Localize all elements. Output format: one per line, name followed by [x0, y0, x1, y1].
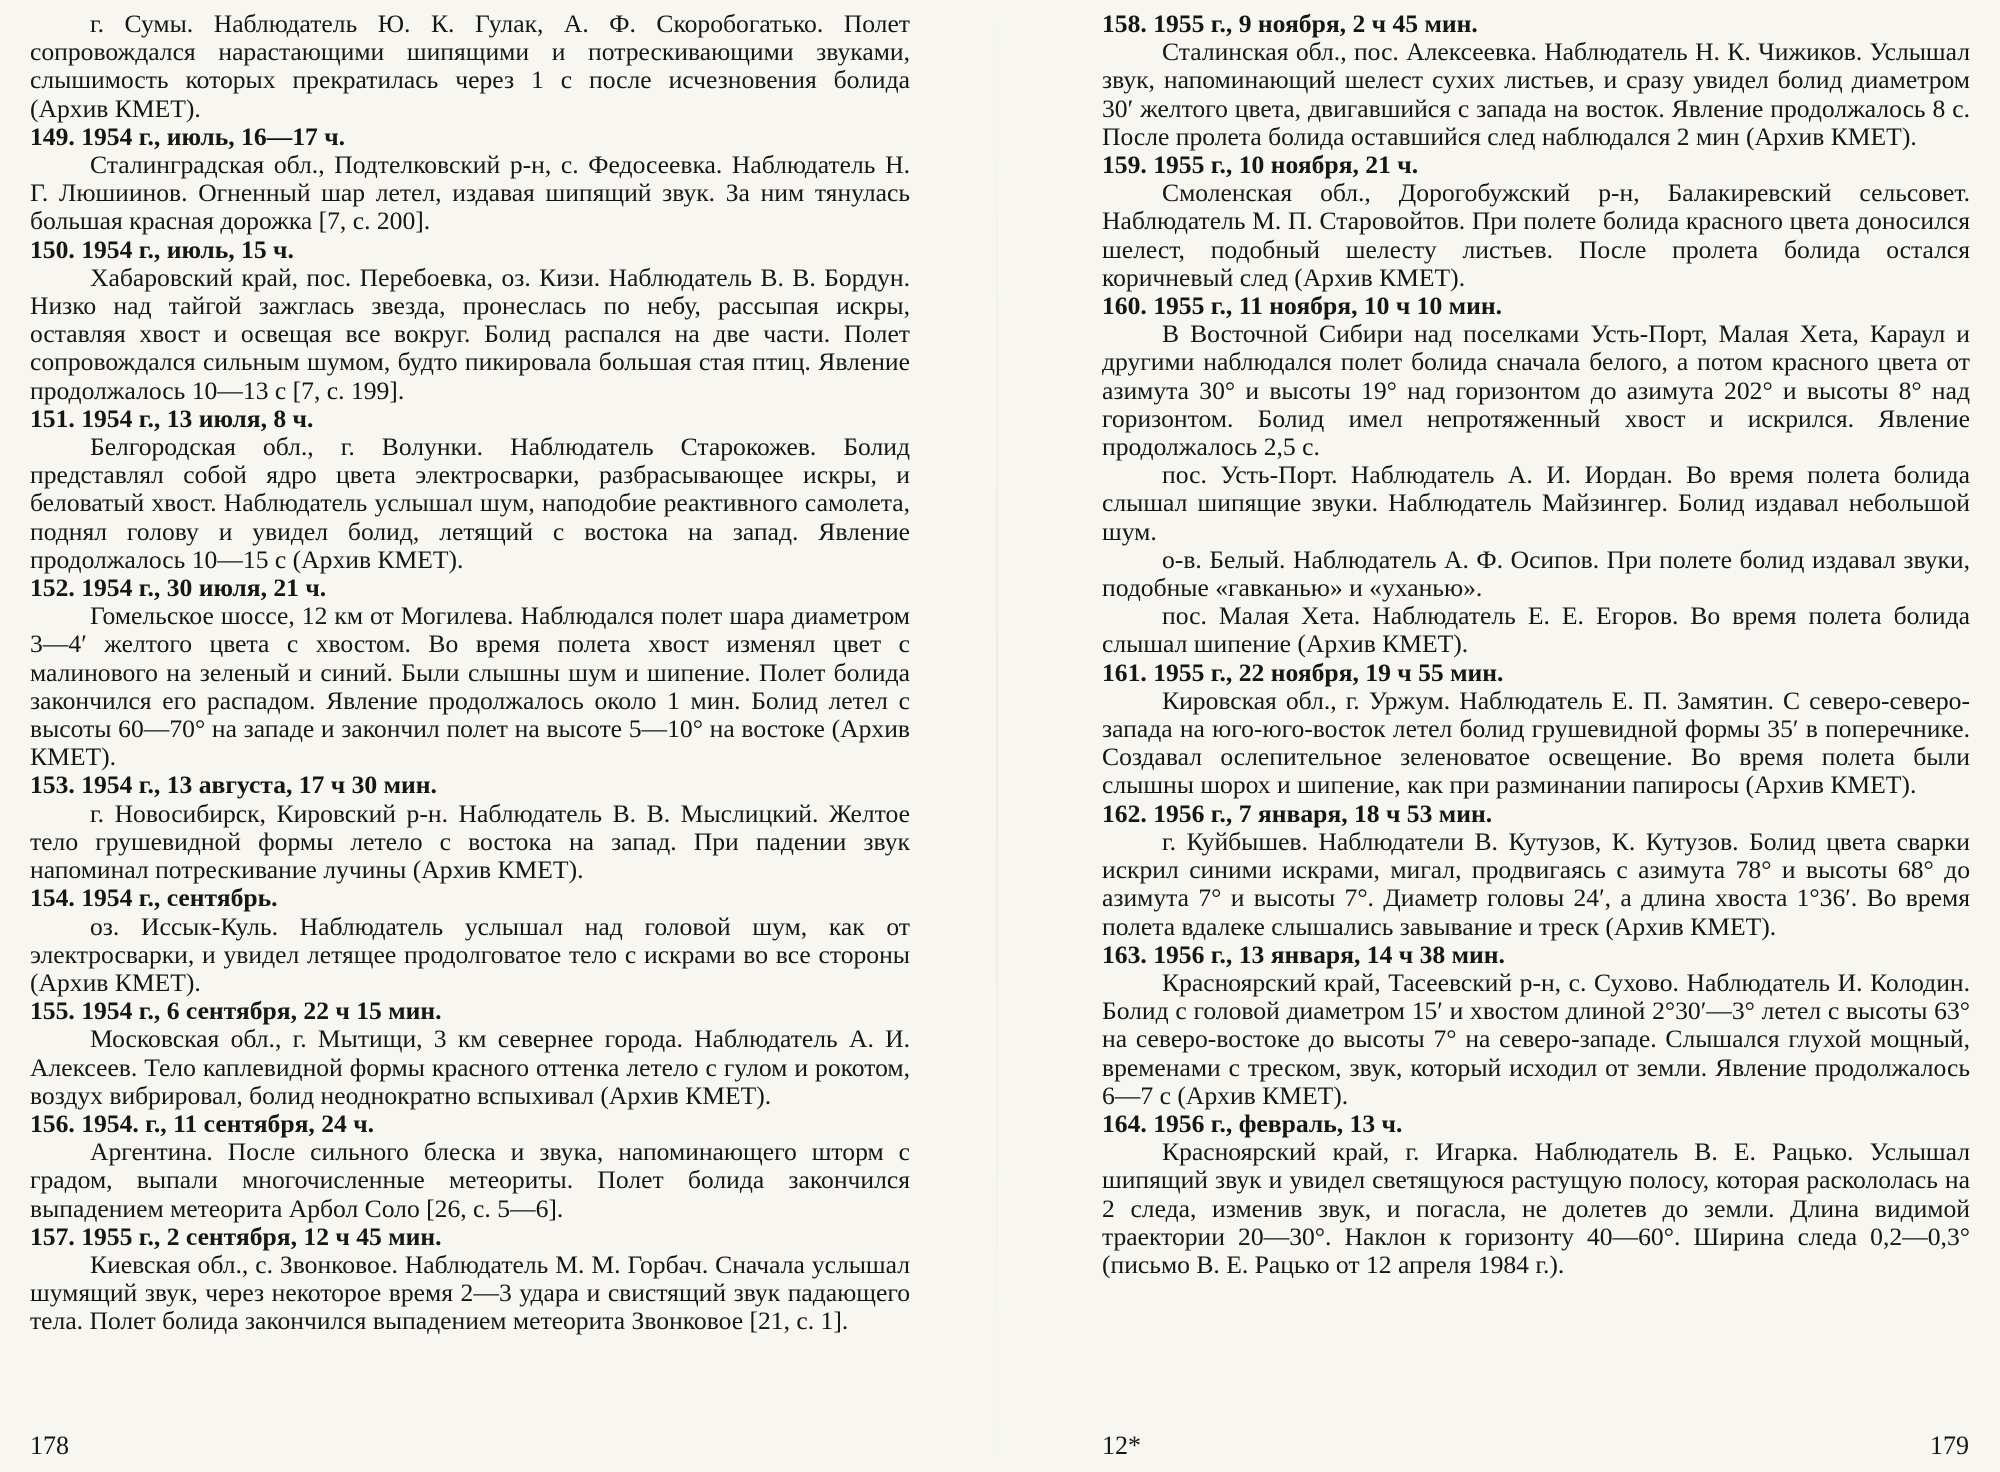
entry-heading: 153. 1954 г., 13 августа, 17 ч 30 мин. [30, 770, 437, 800]
left-page [30, 10, 910, 1336]
entry-paragraph: Смоленская обл., Дорогобужский р-н, Балакиревский сельсовет. Наблюдатель М. П. Старовойтов. При полете болида красного цвета доносился шелест, подобный шелесту листьев. После пролета болида остался коричневый след (Архив КМЕТ). [1102, 178, 1970, 292]
entry-heading: 150. 1954 г., июль, 15 ч. [30, 234, 294, 264]
entry-paragraph: Красноярский край, г. Игарка. Наблюдатель В. Е. Рацько. Услышал шипящий звук и увидел светящуюся растущую полосу, которая раскололась на 2 следа, изменив звук, и погасла, не долетев до земли. Длина видимой траектории 20—30°. Наклон к горизонту 40—60°. Ширина следа 0,2—0,3° (письмо В. Е. Рацько от 12 апреля 1984 г.). [1102, 1137, 1970, 1279]
entry-heading: 164. 1956 г., февраль, 13 ч. [1102, 1108, 1403, 1138]
entry-paragraph: Сталинская обл., пос. Алексеевка. Наблюдатель Н. К. Чижиков. Услышал звук, напоминающий шелест сухих листьев, и сразу увидел болид диаметром 30′ желтого цвета, двигавшийся с запада на восток. Явление продолжалось 8 с. После пролета болида оставшийся след наблюдался 2 мин (Архив КМЕТ). [1102, 37, 1970, 151]
entry-paragraph: Гомельское шоссе, 12 км от Могилева. Наблюдался полет шара диаметром 3—4′ желтого цвета с хвостом. Во время полета хвост изменял цвет с малинового на зеленый и синий. Были слышны шум и шипение. Полет болида закончился его распадом. Явление продолжалось около 1 мин. Болид летел с высоты 60—70° на западе и закончил полет на высоте 5—10° на востоке (Архив КМЕТ). [30, 601, 910, 772]
entry-heading: 152. 1954 г., 30 июля, 21 ч. [30, 573, 327, 603]
entry-paragraph: Сталинградская обл., Подтелковский р-н, с. Федосеевка. Наблюдатель Н. Г. Люшиинов. Огненный шар летел, издавая шипящий звук. За ним тянулась большая красная дорожка [7, с. 200]. [30, 150, 910, 236]
entry-paragraph: Кировская обл., г. Уржум. Наблюдатель Е. П. Замятин. С северо-северо-запада на юго-юго-восток летел болид грушевидной формы 35′ в поперечнике. Создавал ослепительное зеленоватое освещение. Во время полета были слышны шорох и шипение, как при разминании папиросы (Архив КМЕТ). [1102, 685, 1970, 800]
entry-paragraph: о-в. Белый. Наблюдатель А. Ф. Осипов. При полете болид издавал звуки, подобные «гавканью» и «уханью». [1102, 544, 1970, 603]
entry-paragraph: Аргентина. После сильного блеска и звука, напоминающего шторм с градом, выпали многочисленные метеориты. Полет болида закончился выпадением метеорита Арбол Соло [26, с. 5—6]. [30, 1137, 910, 1223]
entry-heading: 154. 1954 г., сентябрь. [30, 883, 278, 913]
entry-paragraph: г. Куйбышев. Наблюдатели В. Кутузов, К. Кутузов. Болид цвета сварки искрил синими искрами, мигал, продвигаясь с азимута 78° и высоты 68° до азимута 7° и высоты 7°. Диаметр головы 24′, а длина хвоста 1°36′. Во время полета вдалеке слышались завывание и треск (Архив КМЕТ). [1102, 826, 1970, 941]
entry-heading: 157. 1955 г., 2 сентября, 12 ч 45 мин. [30, 1221, 442, 1251]
entry-heading: 163. 1956 г., 13 января, 14 ч 38 мин. [1102, 939, 1505, 969]
entry-paragraph: г. Новосибирск, Кировский р-н. Наблюдатель В. В. Мыслицкий. Желтое тело грушевидной формы летело с востока на запад. При падении звук напоминал потрескивание лучины (Архив КМЕТ). [30, 798, 910, 885]
entry-paragraph: Киевская обл., с. Звонковое. Наблюдатель М. М. Горбач. Сначала услышал шумящий звук, через некоторое время 2—3 удара и свистящий звук падающего тела. Полет болида закончился выпадением метеорита Звонковое [21, с. 1]. [30, 1249, 910, 1336]
page-number-right: 179 [1930, 1431, 1969, 1460]
entry-paragraph: Белгородская обл., г. Волунки. Наблюдатель Старокожев. Болид представлял собой ядро цвета электросварки, разбрасывающее искры, и беловатый хвост. Наблюдатель услышал шум, наподобие реактивного самолета, поднял голову и увидел болид, летящий с востока на запад. Явление продолжалось 10—15 с (Архив КМЕТ). [30, 432, 910, 574]
book-gutter [996, 0, 998, 1472]
entry-heading: 149. 1954 г., июль, 16—17 ч. [30, 121, 346, 151]
entry-heading: 161. 1955 г., 22 ноября, 19 ч 55 мин. [1102, 657, 1504, 687]
entry-paragraph: оз. Иссык-Куль. Наблюдатель услышал над головой шум, как от электросварки, и увидел летящее продолговатое тело с искрами во все стороны (Архив КМЕТ). [30, 911, 910, 997]
page-number-left: 178 [30, 1431, 69, 1460]
entry-heading: 162. 1956 г., 7 января, 18 ч 53 мин. [1102, 798, 1493, 828]
entry-heading: 159. 1955 г., 10 ноября, 21 ч. [1102, 150, 1419, 180]
entry-heading: 156. 1954. г., 11 сентября, 24 ч. [30, 1108, 375, 1138]
entry-heading: 158. 1955 г., 9 ноября, 2 ч 45 мин. [1102, 9, 1478, 38]
entry-paragraph: Хабаровский край, пос. Перебоевка, оз. Кизи. Наблюдатель В. В. Бордун. Низко над тайгой зажглась звезда, пронеслась по небу, рассыпая искры, оставляя хвост и освещая все вокруг. Болид распался на две части. Полет сопровождался сильным шумом, будто пикировала большая стая птиц. Явление продолжалось 10—13 с [7, с. 199]. [30, 262, 910, 405]
entry-paragraph: Московская обл., г. Мытищи, 3 км севернее города. Наблюдатель А. И. Алексеев. Тело каплевидной формы красного оттенка летело с гулом и рокотом, воздух вибрировал, болид неоднократно вспыхивал (Архив КМЕТ). [30, 1024, 910, 1110]
right-page [1102, 10, 1970, 1279]
entry-paragraph: г. Сумы. Наблюдатель Ю. К. Гулак, А. Ф. Скоробогатько. Полет сопровождался нарастающими шипящими и потрескивающими звуками, слышимость которых прекратилась через 1 с после исчезновения болида (Архив КМЕТ). [30, 9, 910, 123]
entry-paragraph: В Восточной Сибири над поселками Усть-Порт, Малая Хета, Караул и другими наблюдался полет болида сначала белого, а потом красного цвета от азимута 30° и высоты 19° над горизонтом до азимута 202° и высоты 8° над горизонтом. Болид имел непротяженный хвост и искрился. Явление продолжалось 2,5 с. [1102, 319, 1970, 462]
entry-paragraph: Красноярский край, Тасеевский р-н, с. Сухово. Наблюдатель И. Колодин. Болид с головой диаметром 15′ и хвостом длиной 2°30′—3° летел с высоты 63° на северо-востоке до высоты 7° на северо-западе. Слышался глухой мощный, временами с треском, звук, который исходил от земли. Явление продолжалось 6—7 с (Архив КМЕТ). [1102, 967, 1970, 1110]
entry-heading: 155. 1954 г., 6 сентября, 22 ч 15 мин. [30, 996, 442, 1026]
entry-heading: 151. 1954 г., 13 июля, 8 ч. [30, 403, 314, 433]
entry-heading: 160. 1955 г., 11 ноября, 10 ч 10 мин. [1102, 291, 1503, 321]
entry-paragraph: пос. Усть-Порт. Наблюдатель А. И. Иордан. Во время полета болида слышал шипящие звуки. Наблюдатель Майзингер. Болид издавал небольшой шум. [1102, 460, 1970, 546]
signature-mark: 12* [1102, 1431, 1141, 1460]
entry-paragraph: пос. Малая Хета. Наблюдатель Е. Е. Егоров. Во время полета болида слышал шипение (Архив КМЕТ). [1102, 601, 1970, 659]
